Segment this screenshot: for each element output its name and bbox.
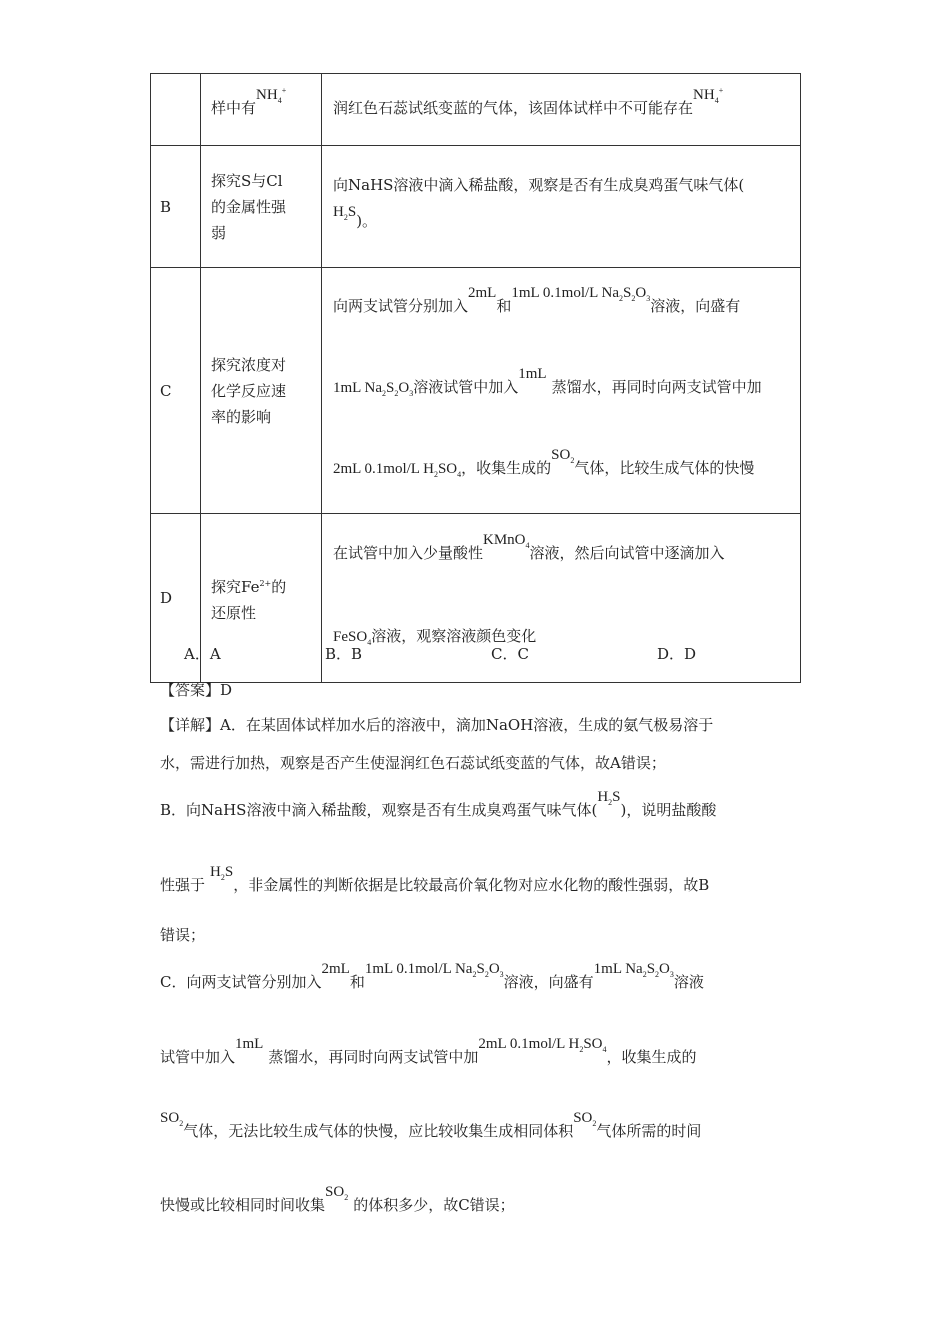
formula-feso4: FeSO$_4$	[333, 629, 372, 647]
formula-so2: $SO_2$	[573, 1110, 597, 1128]
formula-nh4: $NH_4^+$	[256, 85, 287, 105]
option-letter-cell: B	[151, 146, 201, 268]
formula-h2so4: 2mL 0.1mol/L $H_2SO_4$	[478, 1036, 607, 1054]
formula-h2s: $H_2S$	[210, 864, 234, 882]
purpose-cell: 探究$Fe^{2+}$的 还原性	[201, 514, 322, 683]
formula-h2so4: 2mL 0.1mol/L $H_2SO_4$	[333, 461, 462, 479]
formula-so2: $SO_2$	[551, 447, 575, 465]
formula-na2s2o3: 1mL 0.1mol/L $Na_2S_2O_3$	[511, 285, 651, 303]
explanation-c-line2: 试管中加入1mL蒸馏水，再同时向两支试管中加2mL 0.1mol/L $H_2SO_4$，收集生成的	[160, 1036, 697, 1066]
choice-a: A．A	[184, 645, 221, 663]
option-letter-cell: C	[151, 268, 201, 514]
explanation-c-line4: 快慢或比较相同时间收集$SO_2$ 的体积多少，故C错误；	[160, 1184, 515, 1214]
choice-b: B．B	[325, 645, 363, 663]
explanation-c-line3: $SO_2$气体，无法比较生成气体的快慢，应比较收集生成相同体积$SO_2$气体所需的时间	[160, 1110, 702, 1140]
purpose-cell: 探究S与Cl 的金属性强 弱	[201, 146, 322, 268]
operation-cell: 向两支试管分别加入2mL和1mL 0.1mol/L $Na_2S_2O_3$溶液，向盛有 1mL $Na_2S_2O_3$溶液试管中加入1mL蒸馏水，再同时向两支试管中加 2mL 0.1mol/L $H_2SO_4$，收集生成的$SO_2$气体，比较生成气体的快慢	[322, 268, 801, 514]
formula-na2s2o3: 1mL $Na_2S_2O_3$	[593, 961, 674, 979]
explanation-a-line2: 水，需进行加热，观察是否产生使湿润红色石蕊试纸变蓝的气体，故A错误；	[160, 754, 666, 772]
explanation-b-line2: 性强于$H_2S$，非金属性的判断依据是比较最高价氧化物对应水化物的酸性强弱，故B	[160, 864, 710, 894]
formula-h2s: $H_2S$	[597, 789, 621, 807]
formula-na2s2o3: 1mL 0.1mol/L $Na_2S_2O_3$	[364, 961, 504, 979]
purpose-cell: 探究浓度对 化学反应速 率的影响	[201, 268, 322, 514]
explanation-a-line1: 【详解】A．在某固体试样加水后的溶液中，滴加NaOH溶液，生成的氨气极易溶于	[160, 716, 714, 734]
explanation-c-line1: C．向两支试管分别加入2mL和1mL 0.1mol/L $Na_2S_2O_3$溶液，向盛有1mL $Na_2S_2O_3$溶液	[160, 961, 704, 991]
operation-cell	[322, 74, 801, 146]
operation-text: 润红色石蕊试纸变蓝的气体，该固体试样中不可能存在	[333, 98, 694, 117]
formula-nh4: $NH_4^+$	[693, 85, 724, 105]
explanation-b-line3: 错误；	[160, 926, 206, 944]
formula-so2: $SO_2$	[325, 1184, 349, 1202]
answer-line: 【答案】D	[160, 681, 233, 699]
experiment-table	[150, 73, 801, 683]
table-row	[151, 268, 801, 514]
formula-h2s: $H_2S$	[333, 204, 357, 222]
table-row	[151, 74, 801, 146]
formula-kmno4: KMnO$_4$	[483, 532, 530, 550]
explanation-b-line1: B．向NaHS溶液中滴入稀盐酸，观察是否有生成臭鸡蛋气味气体$(H_2S)$，说明盐酸酸	[160, 789, 717, 819]
choice-c: C．C	[491, 645, 529, 663]
purpose-text: 样中有	[211, 98, 257, 117]
operation-cell: 在试管中加入少量酸性KMnO$_4$溶液，然后向试管中逐滴加入 FeSO$_4$溶液，观察溶液颜色变化	[322, 514, 801, 683]
choice-d: D．D	[657, 645, 697, 663]
option-letter-cell	[151, 74, 201, 146]
table-row	[151, 146, 801, 268]
operation-cell: 向NaHS溶液中滴入稀盐酸，观察是否有生成臭鸡蛋气味气体( $H_2S$)。	[322, 146, 801, 268]
purpose-cell	[201, 74, 322, 146]
answer-choices	[184, 643, 744, 663]
formula-so2: $SO_2$	[160, 1110, 184, 1128]
formula-na2s2o3: 1mL $Na_2S_2O_3$	[333, 380, 414, 398]
option-letter-cell: D	[151, 514, 201, 683]
